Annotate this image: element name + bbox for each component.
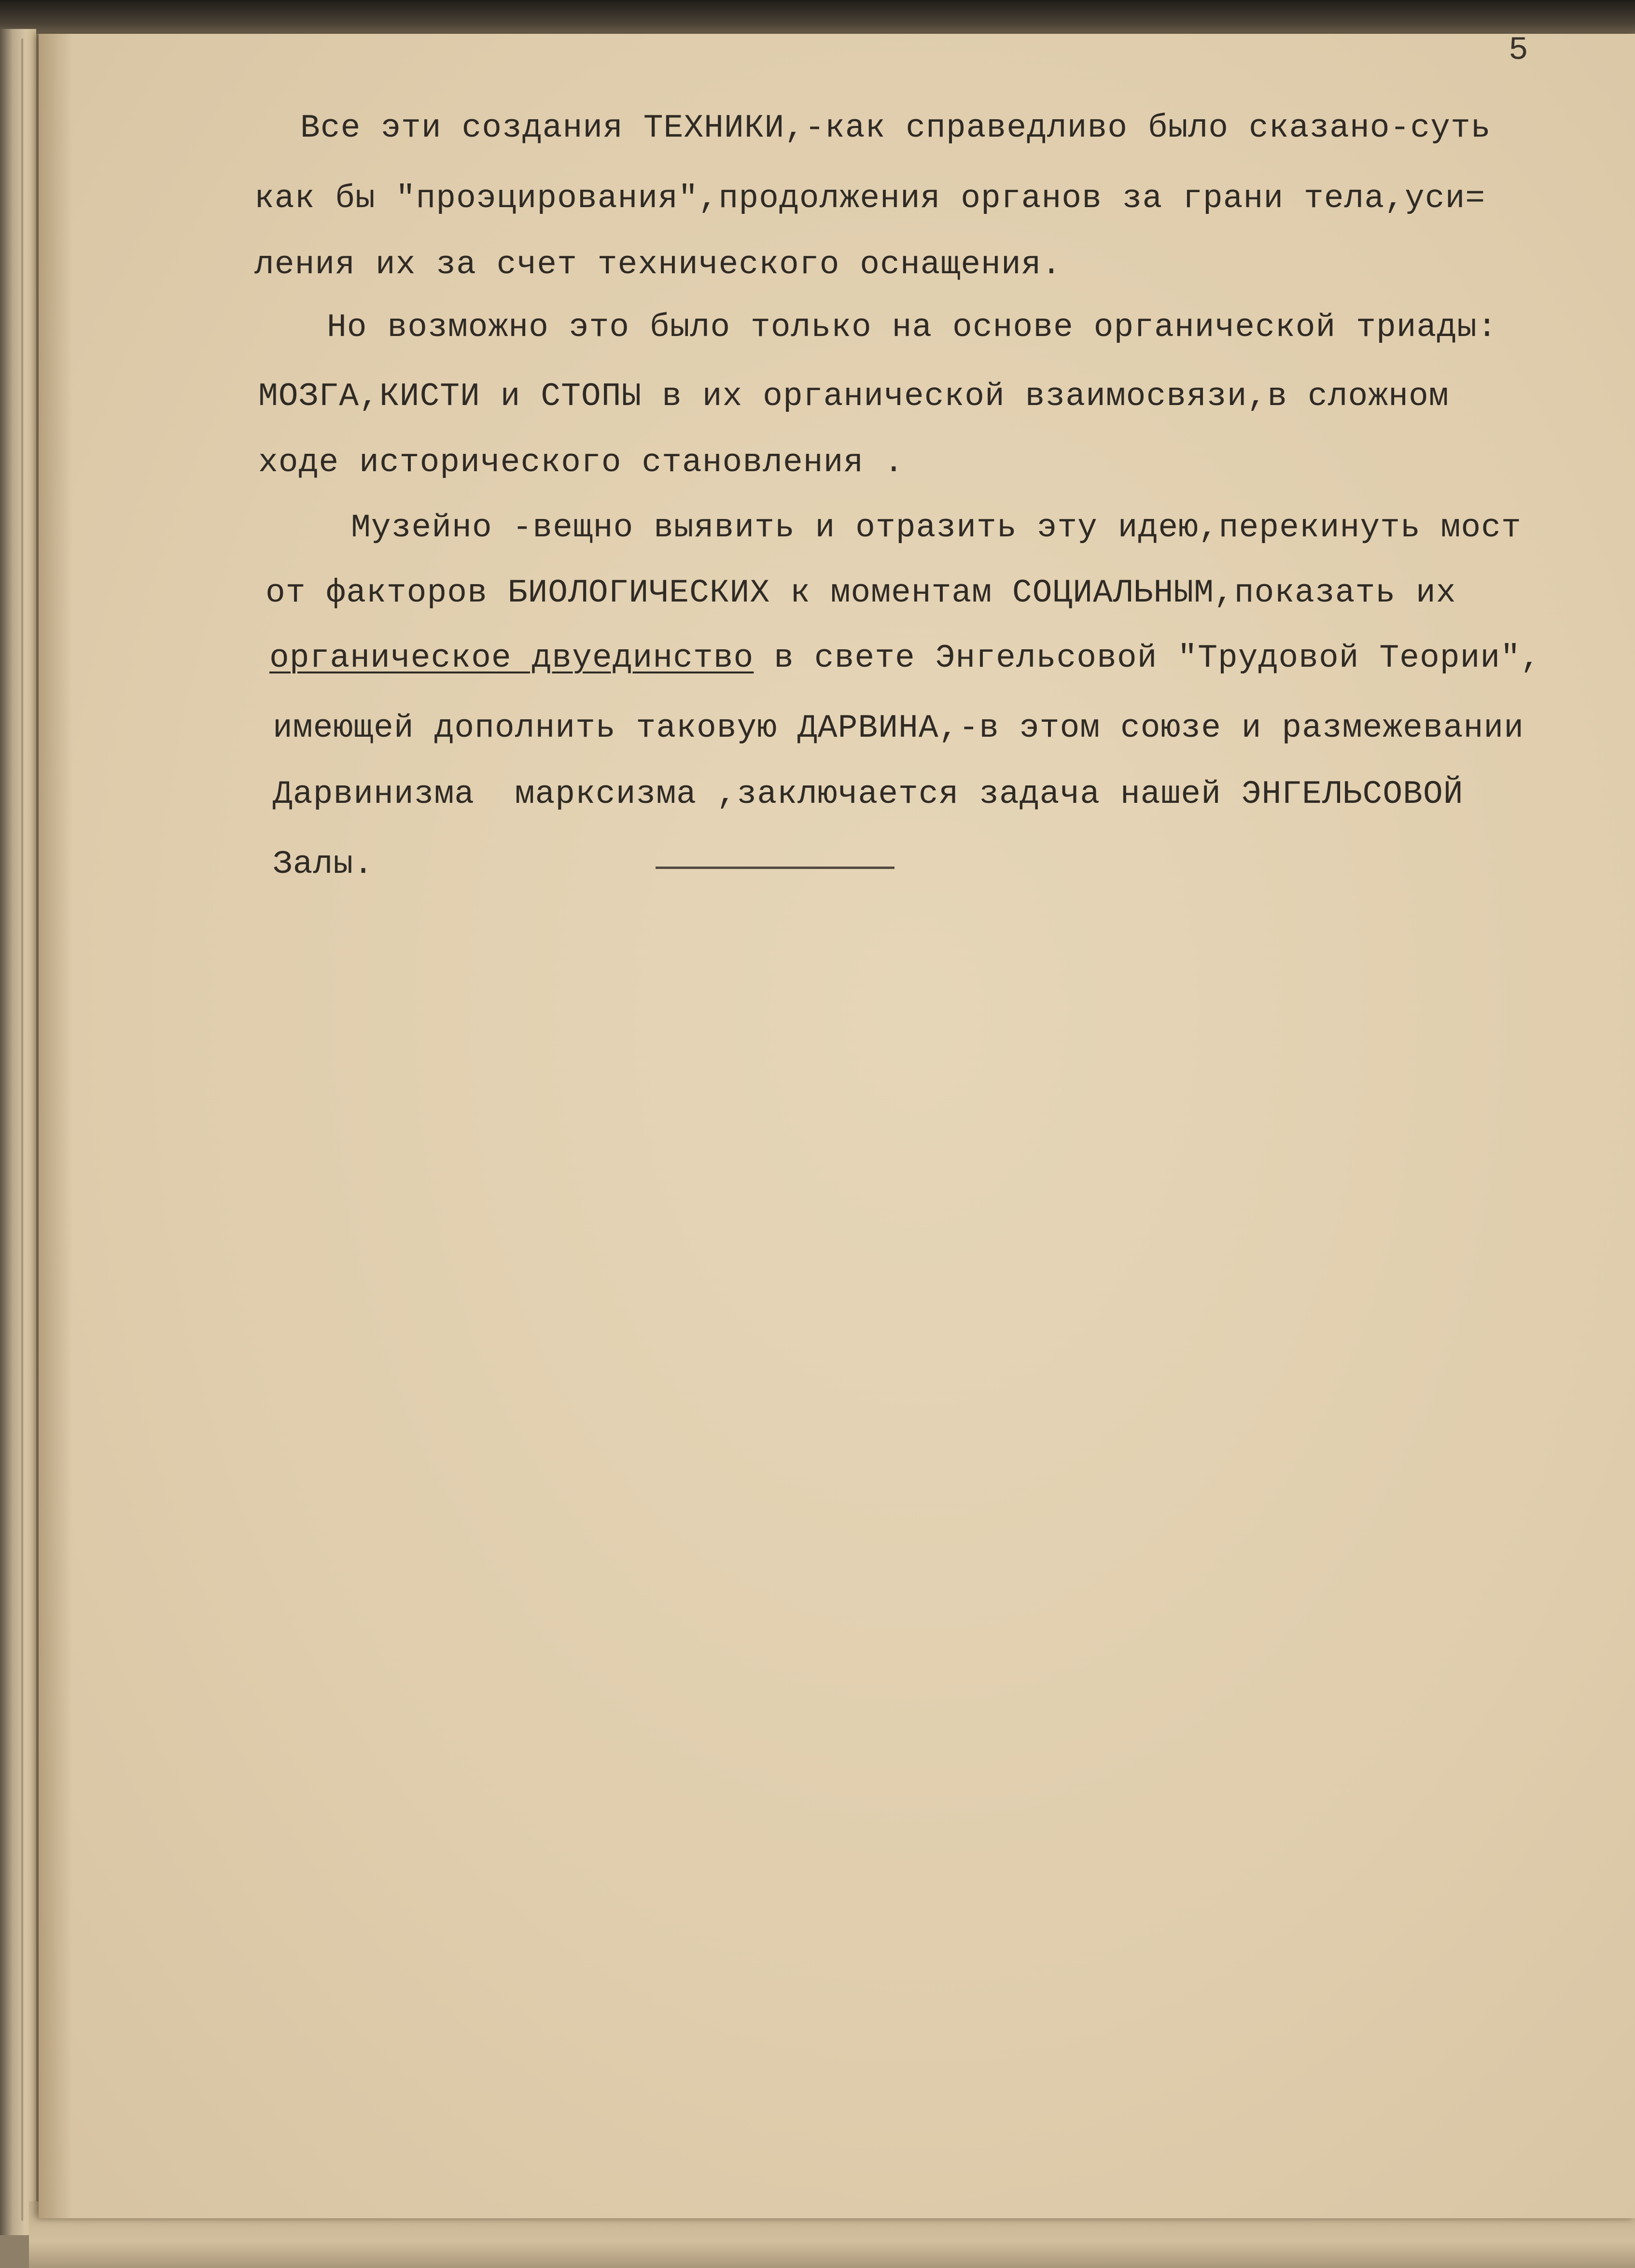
scan-background-top (0, 0, 1635, 34)
page-stack-edge (0, 29, 36, 2235)
underlined-phrase: органическое двуединство (269, 640, 754, 677)
text-line: ления их за счет технического оснащения. (254, 246, 1062, 283)
text-line: Залы. (273, 846, 374, 883)
text-line: Все эти создания ТЕХНИКИ,-как справедливо было сказано-суть (300, 110, 1491, 147)
page-number: 5 (1509, 32, 1528, 69)
text-line: МОЗГА,КИСТИ и СТОПЫ в их органической взаимосвязи,в сложном (258, 378, 1449, 415)
end-of-text-rule (656, 867, 894, 869)
text-line-rest: в свете Энгельсовой "Трудовой Теории", (754, 640, 1541, 677)
text-line: имеющей дополнить таковую ДАРВИНА,-в этом союзе и размежевании (273, 710, 1524, 747)
binding-shadow (39, 34, 72, 2218)
text-line: от факторов БИОЛОГИЧЕСКИХ к моментам СОЦИАЛЬНЫМ,показать их (266, 574, 1456, 612)
text-line: как бы "проэцирования",продолжения органов за грани тела,уси= (254, 180, 1486, 217)
text-line: Но возможно это было только на основе органической триады: (327, 309, 1497, 346)
text-line: Дарвинизма марксизма ,заключается задача нашей ЭНГЕЛЬСОВОЙ (273, 776, 1464, 813)
document-page (39, 34, 1635, 2218)
page-stack-crease (21, 39, 23, 2221)
text-line: ходе исторического становления . (258, 444, 904, 481)
text-line: Музейно -вещно выявить и отразить эту идею,перекинуть мост (351, 509, 1522, 546)
text-line (269, 642, 1541, 675)
